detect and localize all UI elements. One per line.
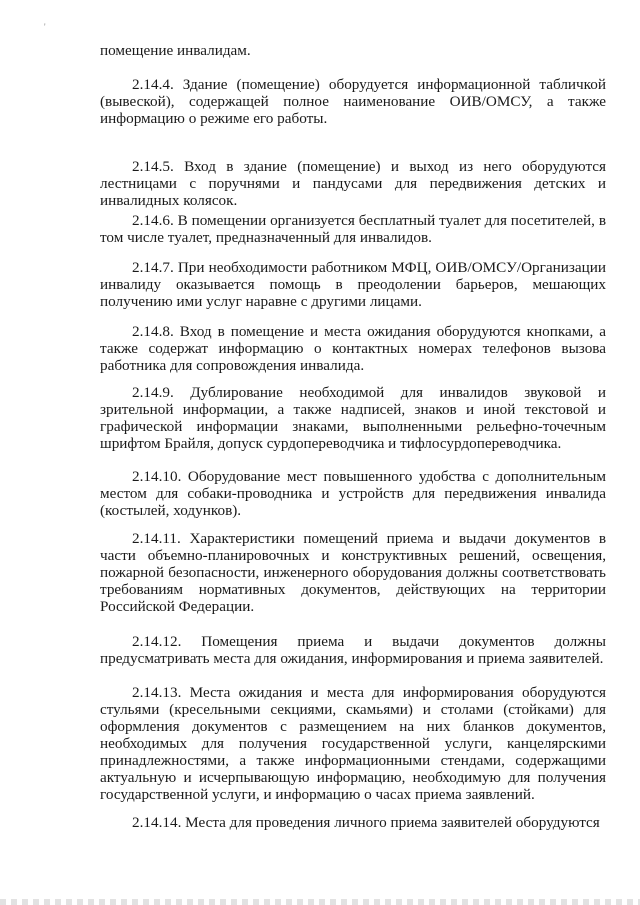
paragraph-2-14-6: 2.14.6. В помещении организуется бесплатный туалет для посетителей, в том числе туалет, предназначенный для инвалидов. bbox=[100, 212, 606, 246]
paragraph-2-14-11: 2.14.11. Характеристики помещений приема и выдачи документов в части объемно-планировочных и конструктивных решений, освещения, пожарной безопасности, инженерного оборудования должны соответствовать требованиям нормативных документов, действующих на территории Российской Федерации. bbox=[100, 530, 606, 615]
scan-edge-artifact bbox=[0, 899, 640, 905]
paragraph-2-14-4: 2.14.4. Здание (помещение) оборудуется информационной табличкой (вывеской), содержащей полное наименование ОИВ/ОМСУ, а также информацию о режиме его работы. bbox=[100, 76, 606, 127]
paragraph-2-14-10: 2.14.10. Оборудование мест повышенного удобства с дополнительным местом для собаки-проводника и устройств для передвижения инвалида (костылей, ходунков). bbox=[100, 468, 606, 519]
paragraph-2-14-8: 2.14.8. Вход в помещение и места ожидания оборудуются кнопками, а также содержат информацию о контактных номерах телефонов вызова работника для сопровождения инвалида. bbox=[100, 323, 606, 374]
paragraph-2-14-12: 2.14.12. Помещения приема и выдачи документов должны предусматривать места для ожидания, информирования и приема заявителей. bbox=[100, 633, 606, 667]
paragraph-2-14-5: 2.14.5. Вход в здание (помещение) и выход из него оборудуются лестницами с поручнями и пандусами для передвижения детских и инвалидных колясок. bbox=[100, 158, 606, 209]
scan-mark: ' bbox=[44, 22, 46, 32]
paragraph-2-14-7: 2.14.7. При необходимости работником МФЦ, ОИВ/ОМСУ/Организации инвалиду оказывается помощь в преодолении барьеров, мешающих получению ими услуг наравне с другими лицами. bbox=[100, 259, 606, 310]
paragraph-continuation: помещение инвалидам. bbox=[100, 42, 251, 59]
paragraph-2-14-9: 2.14.9. Дублирование необходимой для инвалидов звуковой и зрительной информации, а также надписей, знаков и иной текстовой и графической информации знаками, выполненными рельефно-точечным шрифтом Брайля, допуск сурдопереводчика и тифлосурдопереводчика. bbox=[100, 384, 606, 452]
paragraph-2-14-13: 2.14.13. Места ожидания и места для информирования оборудуются стульями (кресельными секциями, скамьями) и столами (стойками) для оформления документов с размещением на них бланков документов, необходимых для получения государственной услуги, канцелярскими принадлежностями, а также информационными стендами, содержащими актуальную и исчерпывающую информацию, необходимую для получения государственной услуги, и информацию о часах приема заявлений. bbox=[100, 684, 606, 803]
paragraph-2-14-14: 2.14.14. Места для проведения личного приема заявителей оборудуются bbox=[132, 814, 600, 831]
